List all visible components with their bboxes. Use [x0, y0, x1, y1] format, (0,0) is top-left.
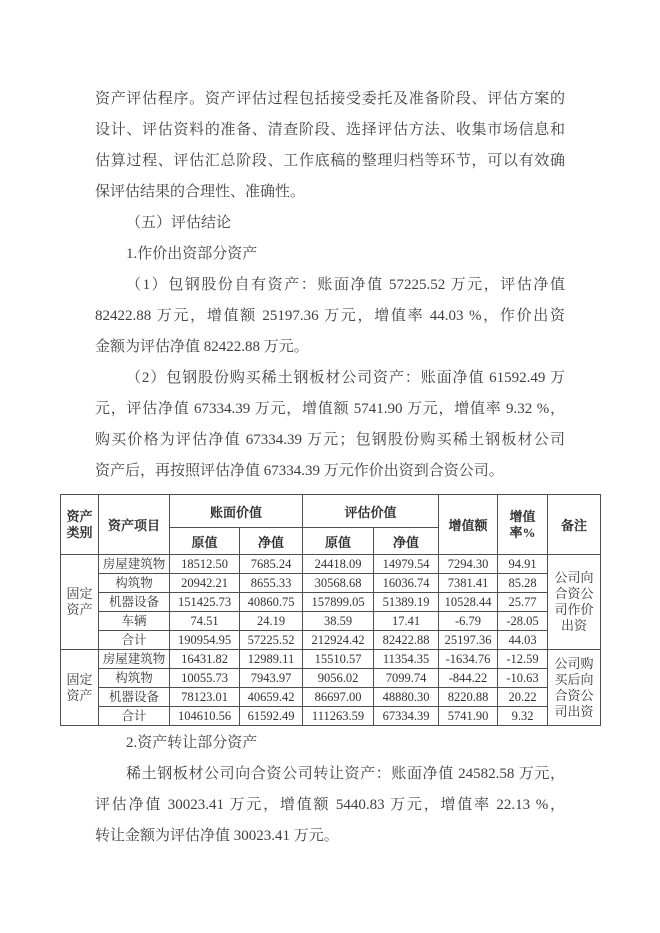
header-original-value: 原值 [170, 528, 240, 555]
header-remark: 备注 [548, 495, 601, 555]
cell-assessed-original: 212924.42 [303, 631, 374, 650]
cell-book-original: 104610.56 [170, 707, 240, 726]
cell-item: 车辆 [99, 612, 170, 631]
header-asset-category: 资产类别 [61, 495, 99, 555]
cell-item: 构筑物 [99, 669, 170, 688]
subsection-heading-contribution-assets: 1.作价出资部分资产 [126, 246, 258, 262]
paragraph-line: （2）包钢股份购买稀土钢板材公司资产：账面净值 61592.49 万 [126, 370, 565, 386]
cell-book-net: 7685.24 [240, 555, 303, 574]
cell-assessed-original: 111263.59 [303, 707, 374, 726]
cell-book-original: 74.51 [170, 612, 240, 631]
cell-book-net: 61592.49 [240, 707, 303, 726]
cell-book-net: 57225.52 [240, 631, 303, 650]
paragraph-line: 转让金额为评估净值 30023.41 万元。 [95, 828, 339, 844]
cell-book-original: 151425.73 [170, 593, 240, 612]
cell-assessed-net: 17.41 [374, 612, 439, 631]
cell-remark: 公司购买后向合资公司出资 [548, 650, 601, 726]
cell-assessed-original: 30568.68 [303, 574, 374, 593]
header-book-value: 账面价值 [170, 495, 303, 528]
cell-assessed-original: 9056.02 [303, 669, 374, 688]
paragraph-line: 资产评估程序。资产评估过程包括接受委托及准备阶段、评估方案的 [95, 91, 565, 107]
cell-assessed-net: 14979.54 [374, 555, 439, 574]
cell-rate: 20.22 [498, 688, 548, 707]
cell-appreciation: 10528.44 [439, 593, 498, 612]
cell-item: 合计 [99, 631, 170, 650]
paragraph-line: 保评估结果的合理性、准确性。 [95, 184, 306, 200]
cell-rate: -12.59 [498, 650, 548, 669]
cell-book-original: 78123.01 [170, 688, 240, 707]
header-appreciation-rate: 增值率% [498, 495, 548, 555]
cell-appreciation: -844.22 [439, 669, 498, 688]
cell-rate: 44.03 [498, 631, 548, 650]
header-asset-item: 资产项目 [99, 495, 170, 555]
cell-book-original: 18512.50 [170, 555, 240, 574]
paragraph-line: 设计、评估资料的准备、清查阶段、选择评估方法、收集市场信息和 [95, 122, 565, 138]
cell-item: 机器设备 [99, 593, 170, 612]
cell-rate: -28.05 [498, 612, 548, 631]
paragraph-line: 金额为评估净值 82422.88 万元。 [95, 339, 309, 355]
cell-book-net: 40659.42 [240, 688, 303, 707]
cell-item: 房屋建筑物 [99, 555, 170, 574]
body-text-upper [95, 84, 565, 487]
paragraph-line: 稀土钢板材公司向合资公司转让资产：账面净值 24582.58 万元， [126, 766, 565, 782]
cell-item: 房屋建筑物 [99, 650, 170, 669]
cell-remark: 公司向合资公司作价出资 [548, 555, 601, 650]
header-net-value: 净值 [240, 528, 303, 555]
cell-book-original: 20942.21 [170, 574, 240, 593]
table-row [61, 650, 601, 669]
asset-valuation-table [60, 494, 601, 726]
subsection-heading-transfer-assets: 2.资产转让部分资产 [126, 735, 258, 751]
cell-book-original: 190954.95 [170, 631, 240, 650]
table-row-total [61, 631, 601, 650]
paragraph-line: 资产后，再按照评估净值 67334.39 万元作价出资到合资公司。 [95, 463, 504, 479]
cell-appreciation: -1634.76 [439, 650, 498, 669]
section-heading-conclusion: （五）评估结论 [126, 215, 232, 231]
cell-book-net: 8655.33 [240, 574, 303, 593]
cell-category: 固定资产 [61, 555, 99, 650]
paragraph-line: 82422.88 万元，增值额 25197.36 万元，增值率 44.03 %，作价出资 [95, 308, 565, 324]
cell-book-original: 16431.82 [170, 650, 240, 669]
cell-rate: -10.63 [498, 669, 548, 688]
cell-appreciation: 7381.41 [439, 574, 498, 593]
table-row [61, 688, 601, 707]
cell-item: 机器设备 [99, 688, 170, 707]
cell-assessed-net: 7099.74 [374, 669, 439, 688]
paragraph-line: 评估净值 30023.41 万元，增值额 5440.83 万元，增值率 22.13 %， [95, 797, 565, 813]
cell-appreciation: 8220.88 [439, 688, 498, 707]
header-appreciation-amount: 增值额 [439, 495, 498, 555]
cell-assessed-net: 51389.19 [374, 593, 439, 612]
cell-category: 固定资产 [61, 650, 99, 726]
cell-assessed-net: 11354.35 [374, 650, 439, 669]
cell-appreciation: 5741.90 [439, 707, 498, 726]
paragraph-line: 元，评估净值 67334.39 万元，增值额 5741.90 万元，增值率 9.32 %， [95, 401, 565, 417]
header-original-value: 原值 [303, 528, 374, 555]
cell-assessed-net: 16036.74 [374, 574, 439, 593]
paragraph-line: 购买价格为评估净值 67334.39 万元；包钢股份购买稀土钢板材公司 [95, 432, 565, 448]
cell-assessed-original: 15510.57 [303, 650, 374, 669]
table-row-total [61, 707, 601, 726]
cell-assessed-original: 24418.09 [303, 555, 374, 574]
cell-book-net: 12989.11 [240, 650, 303, 669]
paragraph-line: （1）包钢股份自有资产：账面净值 57225.52 万元，评估净值 [126, 277, 565, 293]
table-row [61, 612, 601, 631]
body-text-lower [95, 728, 565, 852]
cell-rate: 25.77 [498, 593, 548, 612]
cell-book-original: 10055.73 [170, 669, 240, 688]
cell-appreciation: -6.79 [439, 612, 498, 631]
header-assessed-value: 评估价值 [303, 495, 439, 528]
paragraph-line: 估算过程、评估汇总阶段、工作底稿的整理归档等环节，可以有效确 [95, 153, 565, 169]
cell-item: 合计 [99, 707, 170, 726]
cell-assessed-net: 67334.39 [374, 707, 439, 726]
table-row [61, 555, 601, 574]
cell-rate: 94.91 [498, 555, 548, 574]
cell-assessed-net: 82422.88 [374, 631, 439, 650]
cell-book-net: 24.19 [240, 612, 303, 631]
table-row [61, 593, 601, 612]
cell-assessed-original: 86697.00 [303, 688, 374, 707]
cell-appreciation: 25197.36 [439, 631, 498, 650]
cell-book-net: 40860.75 [240, 593, 303, 612]
cell-item: 构筑物 [99, 574, 170, 593]
header-net-value: 净值 [374, 528, 439, 555]
cell-assessed-original: 38.59 [303, 612, 374, 631]
table-row [61, 669, 601, 688]
table-row [61, 574, 601, 593]
cell-book-net: 7943.97 [240, 669, 303, 688]
cell-rate: 9.32 [498, 707, 548, 726]
cell-assessed-net: 48880.30 [374, 688, 439, 707]
cell-assessed-original: 157899.05 [303, 593, 374, 612]
cell-rate: 85.28 [498, 574, 548, 593]
cell-appreciation: 7294.30 [439, 555, 498, 574]
